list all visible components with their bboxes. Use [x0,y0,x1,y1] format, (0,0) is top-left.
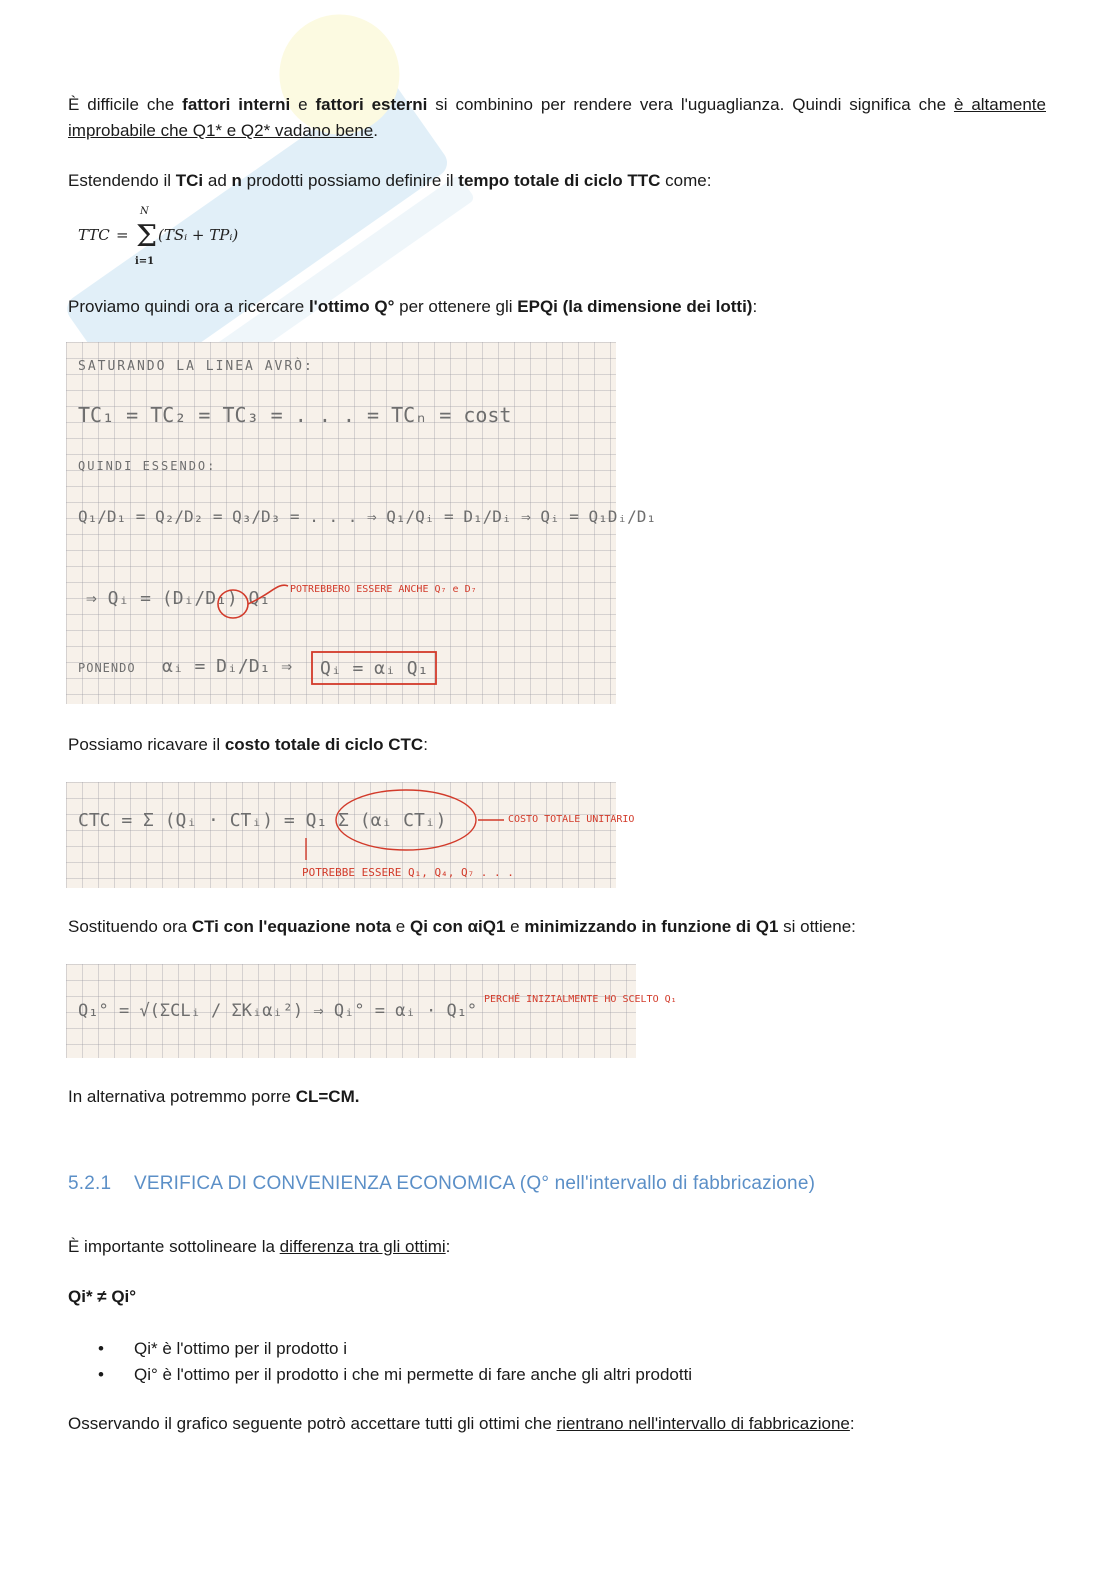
inequality-line [68,1284,1046,1310]
note1-line3: QUINDI ESSENDO: [78,459,217,473]
handwritten-note-qopt [66,964,677,1058]
bold-ottimo: l'ottimo Q° [308,297,395,316]
note1-drawing [66,342,656,704]
bold-cti: CTi con l'equazione nota [191,917,392,936]
bold-cl-cm: CL=CM. [295,1087,360,1106]
note2-formula: CTC = Σ (Qᵢ · CTᵢ) = Q₁ Σ (αᵢ CTᵢ) [78,810,447,831]
bold-inequality: Qi* ≠ Qi° [68,1287,137,1306]
note1-line1: SATURANDO LA LINEA AVRÒ: [78,359,314,374]
underlined-intervallo: rientrano nell'intervallo di fabbricazione [556,1414,850,1433]
list-item: • Qi° è l'ottimo per il prodotto i che mi permette di fare anche gli altri prodotti [96,1362,692,1388]
text-span: per ottenere gli [394,297,518,316]
bold-ttc: tempo totale di ciclo TTC [458,171,661,190]
paragraph-differenza [68,1234,1046,1260]
text-span: : [445,1237,451,1256]
paragraph-ottimo [68,294,1046,320]
text-span: e [391,917,410,936]
text-span: : [423,735,428,754]
bold-minimizzando: minimizzando in funzione di Q1 [524,917,779,936]
formula-body: (TSᵢ + TPᵢ) [158,226,239,244]
bold-n: n [231,171,242,190]
underlined-differenza: differenza tra gli ottimi [279,1237,446,1256]
formula-upper: N [140,206,149,217]
text-span: Sostituendo ora [68,917,192,936]
note1-boxed: Qᵢ = αᵢ Q₁ [320,658,429,679]
note1-line2: TC₁ = TC₂ = TC₃ = . . . = TCₙ = cost [78,403,512,427]
bold-ctc: costo totale di ciclo CTC [224,735,424,754]
note1-line5: ⇒ Qᵢ = (Dᵢ/D₁) Q₁ [86,588,271,609]
section-number: 5.2.1 [68,1173,112,1194]
bold-epqi: EPQi (la dimensione dei lotti) [517,297,753,316]
ttc-formula [78,204,278,268]
note2-drawing [66,782,635,888]
text-span: È difficile che [68,95,183,114]
text-span: si ottiene: [778,917,856,936]
text-span: . [373,121,378,140]
note1-line6-label: PONENDO [78,661,136,675]
bold-tci: TCi [175,171,204,190]
formula-lower: i=1 [135,256,155,267]
paragraph-ttc-intro [68,168,1046,194]
note3-formula: Q₁° = √(ΣCLᵢ / ΣKᵢαᵢ²) ⇒ Qᵢ° = αᵢ · Q₁° [78,1001,478,1021]
text-span: si combinino per rendere vera l'uguaglianza. Quindi significa che [427,95,954,114]
text-span: Proviamo quindi ora a ricercare [68,297,309,316]
paragraph-fattori [68,92,1046,144]
text-span: prodotti possiamo definire il [241,171,459,190]
note2-red-right: COSTO TOTALE UNITARIO [508,814,635,825]
note1-frac-row: Q₁/D₁ = Q₂/D₂ = Q₃/D₃ = . . . ⇒ Q₁/Qᵢ = D₁/Dᵢ ⇒ Qᵢ = Q₁Dᵢ/D₁ [78,507,656,526]
note3-red: PERCHÉ INIZIALMENTE HO SCELTO Q₁ [484,994,677,1005]
handwritten-note-ctc [66,782,635,888]
note1-red-text: POTREBBERO ESSERE ANCHE Q₇ e D₇ [290,584,477,595]
paragraph-sostituendo [68,914,1046,940]
text-span: ad [203,171,232,190]
note3-drawing [66,964,677,1058]
section-heading [68,1171,1046,1197]
text-span: come: [660,171,712,190]
underlined-conclusion: è altamente improbabile che Q1* e Q2* vadano bene [68,95,1046,140]
note2-red-bottom: POTREBBE ESSERE Q₁, Q₄, Q₇ . . . [302,866,514,879]
paragraph-alternativa [68,1084,1046,1110]
note1-line6: αᵢ = Dᵢ/D₁ ⇒ [162,656,293,677]
text-span: e [290,95,316,114]
bold-qi: Qi con αiQ1 [409,917,506,936]
section-title: VERIFICA DI CONVENIENZA ECONOMICA (Q° nell'intervallo di fabbricazione) [134,1173,816,1194]
bold-fattori-esterni: fattori esterni [315,95,428,114]
bullet-list [96,1336,692,1388]
text-span: Osservando il grafico seguente potrò accettare tutti gli ottimi che [68,1414,557,1433]
formula-eq: = [116,226,129,244]
text-span: : [849,1414,855,1433]
text-span: È importante sottolineare la [68,1237,280,1256]
paragraph-grafico [68,1411,1046,1437]
list-item: • Qi* è l'ottimo per il prodotto i [96,1336,692,1362]
formula-lhs: TTC [78,226,110,244]
handwritten-note-saturazione [66,342,656,704]
text-span: Estendendo il [68,171,176,190]
text-span: Possiamo ricavare il [68,735,225,754]
text-span: : [752,297,758,316]
text-span: In alternativa potremmo porre [68,1087,296,1106]
bold-fattori-interni: fattori interni [182,95,291,114]
text-span: e [505,917,525,936]
paragraph-ctc [68,732,1046,758]
sigma-symbol: Σ [136,219,158,254]
